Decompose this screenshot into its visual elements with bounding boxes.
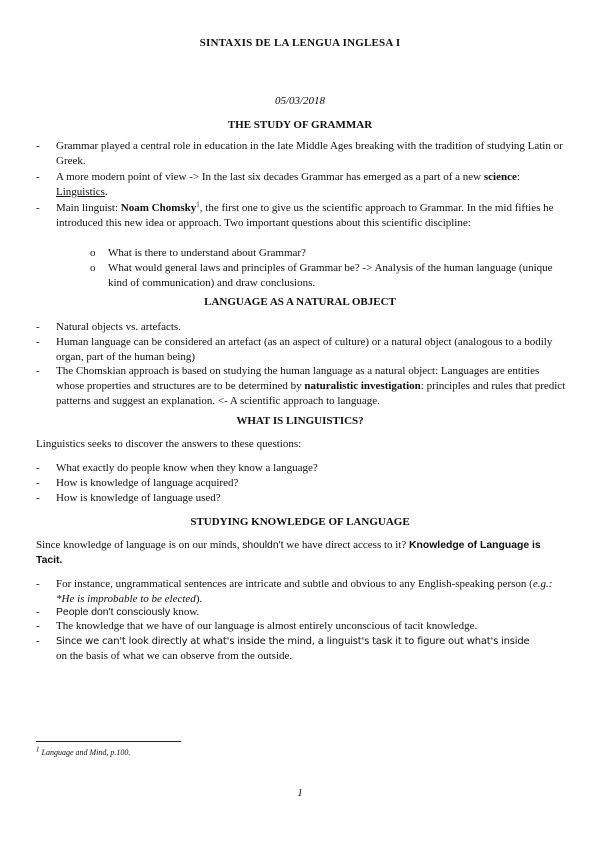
example-sentence: *He is improbable to be elected xyxy=(56,593,196,605)
bullet-text: Grammar played a central role in education in the late Middle Ages breaking with the tradition of studying Latin or Greek. xyxy=(56,140,563,167)
footnote-reference[interactable]: 1 xyxy=(196,200,200,209)
paragraph: Linguistics seeks to discover the answers to these questions: xyxy=(36,438,302,450)
list-item: - The knowledge that we have of our language is almost entirely unconscious of tacit knowledge. xyxy=(36,620,478,632)
footnote: $^1$ Language and Mind, p.100. xyxy=(36,745,131,757)
bullet-dash: - xyxy=(36,140,40,152)
section-heading-studying-knowledge: STUDYING KNOWLEDGE OF LANGUAGE xyxy=(190,516,410,528)
sub-bullet: o xyxy=(90,247,96,259)
bullet-dash: - xyxy=(36,202,40,214)
bullet-dash: - xyxy=(36,336,40,348)
list-item: - People don't consciously know. xyxy=(36,606,200,618)
bullet-dash: - xyxy=(36,462,40,474)
section-heading-study-of-grammar: THE STUDY OF GRAMMAR xyxy=(227,119,373,131)
document-title: SINTAXIS DE LA LENGUA INGLESA I xyxy=(199,37,401,49)
bullet-dash: - xyxy=(36,620,40,632)
list-item: - What exactly do people know when they know a language? xyxy=(36,462,318,474)
bullet-dash: - xyxy=(36,171,40,183)
list-item: - The Chomskian approach is based on studying the human language as a natural object: Languages are entities whose properties and structures are to be determined by naturalistic investigation: principles and rules that predict patterns and suggest an explanation. <- A scientific approach to language. xyxy=(36,365,566,407)
list-item: - Natural objects vs. artefacts. xyxy=(36,321,181,333)
bold-term: naturalistic investigation xyxy=(304,380,421,392)
page-number: 1 xyxy=(297,787,303,799)
underlined-term: Linguistics xyxy=(56,186,105,198)
bullet-dash: - xyxy=(36,606,40,618)
list-item: - A more modern point of view -> In the last six decades Grammar has emerged as a part of a new science: Linguistics. xyxy=(36,171,520,198)
section-heading-what-is-linguistics: WHAT IS LINGUISTICS? xyxy=(236,415,364,427)
bullet-dash: - xyxy=(36,477,40,489)
list-item: - Main linguist: Noam Chomsky$^1$, the first one to give us the scientific approach to Grammar. In the mid fifties he introduced this new idea or approach. Two important questions about this scientific discipline: xyxy=(36,200,554,229)
bullet-dash: - xyxy=(36,635,40,647)
sub-bullet: o xyxy=(90,262,96,274)
document-date: 05/03/2018 xyxy=(274,95,326,107)
footnote-mark: 1 xyxy=(36,745,40,754)
bullet-dash: - xyxy=(36,578,40,590)
bullet-dash: - xyxy=(36,321,40,333)
list-item: - Since we can't look directly at what's inside the mind, a linguist's task it to figure out what's inside on the basis of what we can observe from the outside. xyxy=(36,635,530,662)
list-item: - How is knowledge of language used? xyxy=(36,492,221,504)
bold-name: Noam Chomsky xyxy=(120,202,197,214)
bullet-dash: - xyxy=(36,365,40,377)
list-item: - For instance, ungrammatical sentences are intricate and subtle and obvious to any English-speaking person (e.g.: *He is improbable to be elected). xyxy=(36,578,553,605)
sub-list-item: o What is there to understand about Grammar? xyxy=(90,247,306,259)
footnote-divider xyxy=(36,741,181,742)
list-item: - How is knowledge of language acquired? xyxy=(36,477,239,489)
bullet-dash: - xyxy=(36,492,40,504)
bold-term: science xyxy=(483,171,517,183)
paragraph: Since knowledge of language is on our minds, shouldn't we have direct access to it? Knowledge of Language is Tacit. xyxy=(36,539,541,566)
bullet-text: A more modern point of view -> In the last six decades Grammar has emerged as a part of a new xyxy=(56,171,484,183)
section-heading-natural-object: LANGUAGE AS A NATURAL OBJECT xyxy=(204,296,396,308)
bold-statement: Knowledge of Language is Tacit. xyxy=(36,540,541,566)
list-item: - Human language can be considered an artefact (as an aspect of culture) or a natural object (analogous to a bodily organ, part of the human being) xyxy=(36,336,553,363)
sub-list-item: o What would general laws and principles of Grammar be? -> Analysis of the human language (unique kind of communication) and draw conclusions. xyxy=(90,262,553,289)
list-item xyxy=(36,139,568,169)
